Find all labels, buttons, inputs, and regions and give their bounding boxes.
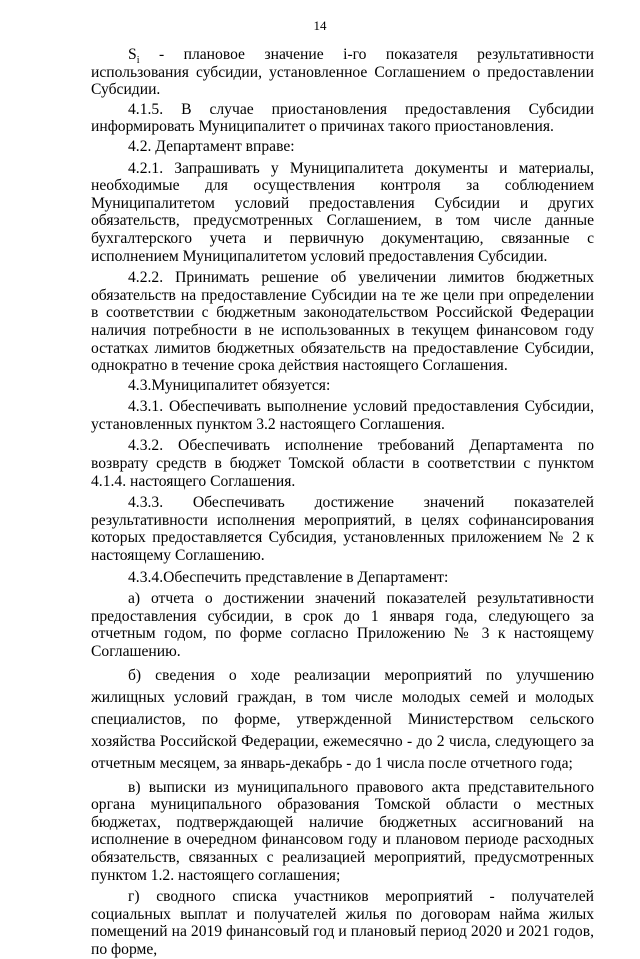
paragraph-text: - плановое значение i-го показателя результативности использования субсидии, установленное Соглашением о предоставлении Субсидии. xyxy=(91,46,594,99)
paragraph-4-3-1: 4.3.1. Обеспечивать выполнение условий предоставления Субсидии, установленных пунктом 3.2 настоящего Соглашения. xyxy=(91,398,594,433)
paragraph-4-2-1: 4.2.1. Запрашивать у Муниципалитета документы и материалы, необходимые для осуществления контроля за соблюдением Муниципалитетом условий предоставления Субсидии и других обязательств, предусмотренных Соглашением, в том числе данные бухгалтерского учета и первичную документацию, связанные с исполнением Муниципалитетом условий предоставления Субсидии. xyxy=(91,159,594,265)
page-number: 14 xyxy=(313,18,327,33)
paragraph-4-3: 4.3.Муниципалитет обязуется: xyxy=(128,376,331,394)
paragraph-4-3-2: 4.3.2. Обеспечивать исполнение требований Департамента по возврату средств в бюджет Томской области в соответствии с пунктом 4.1.4. настоящего Соглашения. xyxy=(91,437,594,490)
formula-symbol: S xyxy=(128,46,137,63)
paragraph-4-1-5: 4.1.5. В случае приостановления предоставления Субсидии информировать Муниципалитет о причинах такого приостановления. xyxy=(91,100,594,136)
document-body xyxy=(91,46,594,959)
paragraph-item-g: г) сводного списка участников мероприятий - получателей социальных выплат и получателей жилья по договорам найма жилых помещений на 2019 финансовый год и плановый период 2020 и 2021 годов, по форме, xyxy=(91,888,594,958)
paragraph-item-b: б) сведения о ходе реализации мероприятий по улучшению жилищных условий граждан, в том числе молодых семей и молодых специалистов, по форме, утвержденной Министерством сельского хозяйства Российской Федерации, ежемесячно - до 2 числа, следующего за отчетным месяцем, за январь-декабрь - до 1 числа после отчетного года; xyxy=(91,666,594,772)
formula-subscript: i xyxy=(136,55,140,67)
paragraph-4-3-3: 4.3.3. Обеспечивать достижение значений показателей результативности исполнения мероприятий, в целях софинансирования которых предоставляется Субсидия, установленных приложением № 2 к настоящему Соглашению. xyxy=(91,494,594,565)
paragraph-4-3-4: 4.3.4.Обеспечить представление в Департамент: xyxy=(128,568,449,586)
paragraph-4-2: 4.2. Департамент вправе: xyxy=(128,137,295,155)
paragraph-item-a: а) отчета о достижении значений показателей результативности предоставления субсидии, в срок до 1 января года, следующего за отчетным годом, по форме согласно Приложению № 3 к настоящему Соглашению. xyxy=(91,590,594,660)
paragraph-si-definition xyxy=(91,46,594,99)
paragraph-item-v: в) выписки из муниципального правового акта представительного органа муниципального образования Томской области о местных бюджетах, подтверждающей наличие бюджетных ассигнований на исполнение в очередном финансовом году и плановом периоде расходных обязательств, связанных с реализацией мероприятий, предусмотренных пунктом 1.2. настоящего соглашения; xyxy=(91,778,594,884)
paragraph-4-2-2: 4.2.2. Принимать решение об увеличении лимитов бюджетных обязательств на предоставление Субсидии на те же цели при определении в соответствии с бюджетным законодательством Российской Федерации наличия потребности в не использованных в текущем финансовом году остатках лимитов бюджетных обязательств на предоставление Субсидии, однократно в течение срока действия настоящего Соглашения. xyxy=(91,269,594,375)
